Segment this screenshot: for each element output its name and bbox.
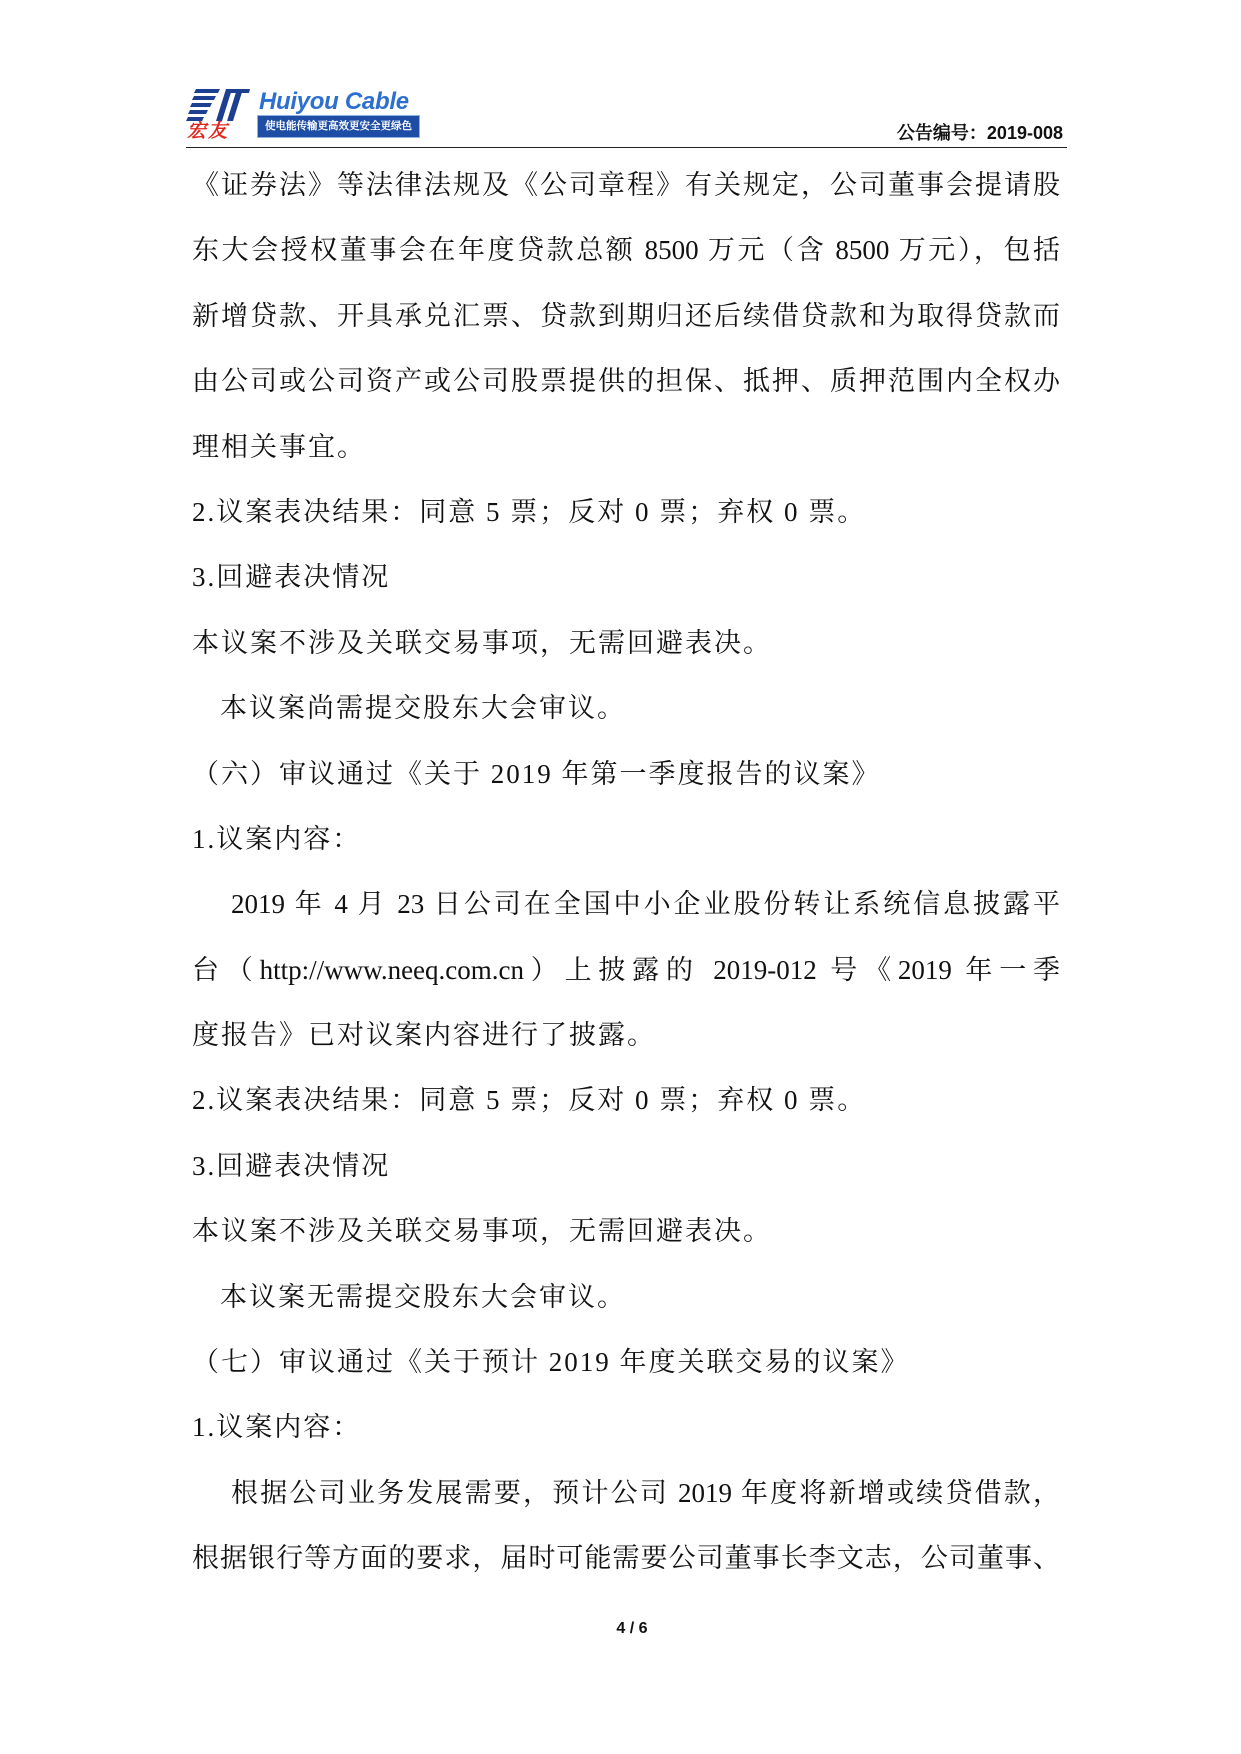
header-divider: [186, 147, 1067, 148]
section-heading: [192, 742, 1060, 807]
paragraph: [192, 1461, 1060, 1592]
text-line: 根据公司业务发展需要，预计公司 2019 年度将新增或续贷借款，: [231, 1477, 1060, 1508]
recusal-heading: [192, 1134, 1060, 1199]
text-line: （六）审议通过《关于 2019 年第一季度报告的议案》: [192, 758, 881, 789]
text-line: 1.议案内容：: [192, 823, 362, 854]
text-line: 由公司或公司资产或公司股票提供的担保、抵押、质押范围内全权办: [192, 366, 1060, 397]
text-line: 新增贷款、开具承兑汇票、贷款到期归还后续借贷款和为取得贷款而: [192, 300, 1060, 331]
logo-mark-icon: [186, 88, 250, 122]
paragraph: [192, 1199, 1060, 1264]
text-line: 根据银行等方面的要求，届时可能需要公司董事长李文志，公司董事、: [192, 1543, 1060, 1574]
announcement-number: 公告编号：2019-008: [896, 123, 1063, 143]
text-line: 《证券法》等法律法规及《公司章程》有关规定，公司董事会提请股: [192, 170, 1060, 200]
recusal-heading: [192, 545, 1060, 610]
vote-result: [192, 480, 1060, 545]
text-line: 2.议案表决结果：同意 5 票；反对 0 票；弃权 0 票。: [192, 496, 867, 527]
paragraph: [192, 872, 1060, 1068]
vote-result: [192, 1068, 1060, 1133]
content-heading: [192, 1395, 1060, 1460]
page-number: 4 / 6: [616, 1620, 648, 1637]
text-line: 度报告》已对议案内容进行了披露。: [192, 1020, 656, 1051]
text-line: （七）审议通过《关于预计 2019 年度关联交易的议案》: [192, 1347, 910, 1378]
text-line: 2019 年 4 月 23 日公司在全国中小企业股份转让系统信息披露平: [231, 889, 1060, 920]
text-line: 3.回避表决情况: [192, 562, 391, 593]
logo-brand-en: Huiyou Cable: [259, 88, 409, 115]
text-line: 东大会授权董事会在年度贷款总额 8500 万元（含 8500 万元），包括: [192, 235, 1060, 266]
text-line: 2.议案表决结果：同意 5 票；反对 0 票；弃权 0 票。: [192, 1085, 867, 1116]
text-line: 本议案无需提交股东大会审议。: [220, 1281, 626, 1312]
text-line: 台（http://www.neeq.com.cn）上披露的 2019-012 号《2019 年一季: [192, 954, 1060, 985]
text-line: 3.回避表决情况: [192, 1150, 391, 1181]
logo-brand-cn: 宏友: [187, 121, 230, 142]
text-line: 本议案尚需提交股东大会审议。: [220, 693, 626, 724]
paragraph: [192, 153, 1060, 480]
text-line: 理相关事宜。: [192, 431, 366, 462]
content-heading: [192, 807, 1060, 872]
logo-slogan: 使电能传输更高效更安全更绿色: [257, 115, 420, 138]
text-line: 1.议案内容：: [192, 1412, 362, 1443]
section-heading: [192, 1330, 1060, 1395]
paragraph: [192, 1265, 1060, 1330]
company-logo: [186, 86, 426, 144]
paragraph: [192, 611, 1060, 676]
document-body: [192, 153, 1060, 1592]
text-line: 本议案不涉及关联交易事项，无需回避表决。: [192, 627, 772, 658]
text-line: 本议案不涉及关联交易事项，无需回避表决。: [192, 1216, 772, 1247]
paragraph: [192, 676, 1060, 741]
